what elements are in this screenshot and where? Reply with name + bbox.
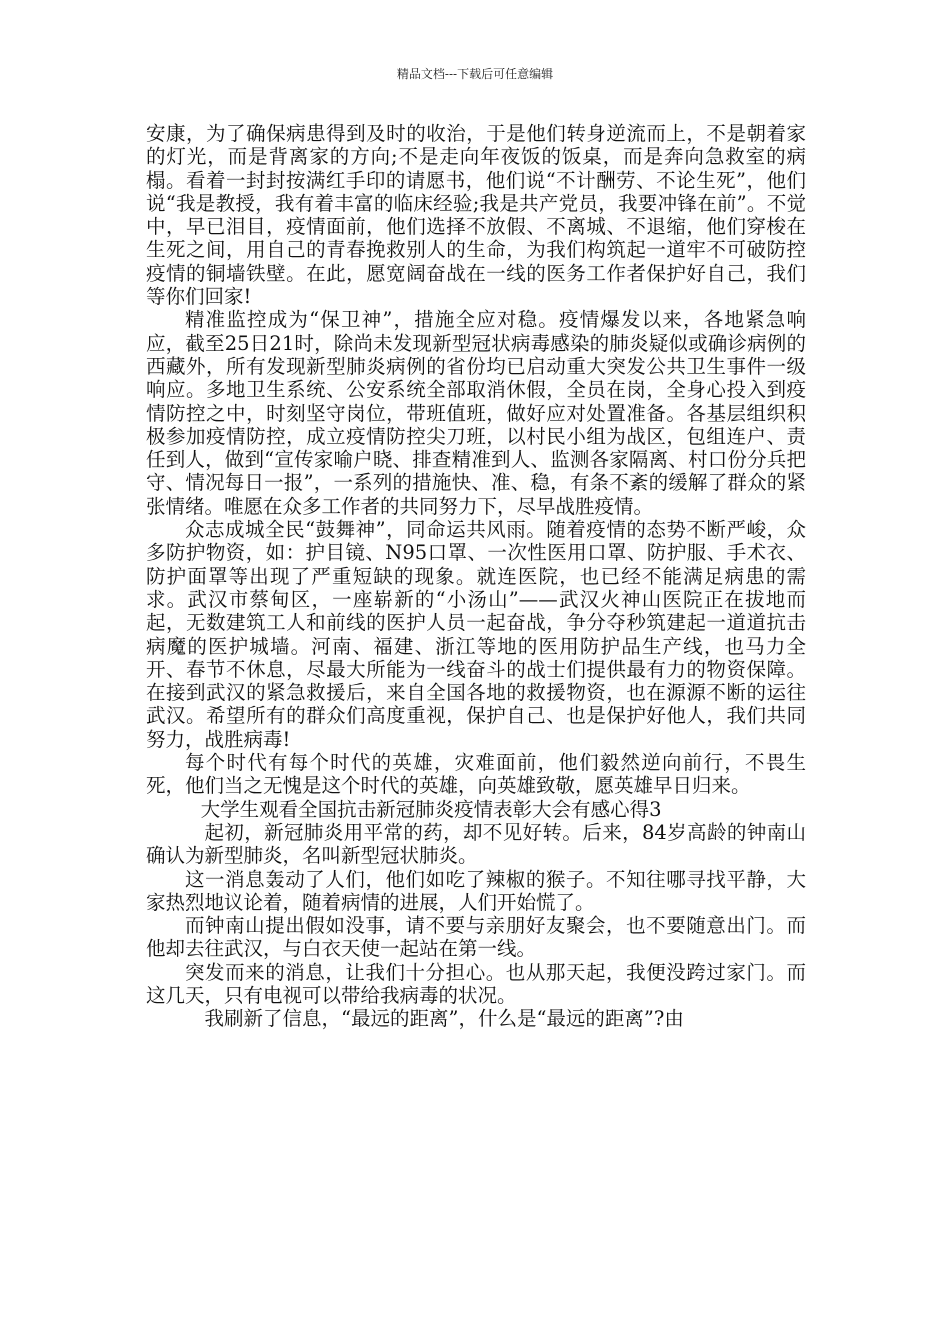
paragraph: 这一消息轰动了人们，他们如吃了辣椒的猴子。不知往哪寻找平静，大家热烈地议论着，随着病情的进展，人们开始慌了。 <box>146 867 806 914</box>
paragraph: 众志成城全民“鼓舞神”，同命运共风雨。随着疫情的态势不断严峻，众多防护物资，如：护目镜、N95口罩、一次性医用口罩、防护服、手术衣、防护面罩等出现了严重短缺的现象。就连医院，也已经不能满足病患的需求。武汉市蔡甸区，一座崭新的“小汤山”——武汉火神山医院正在拔地而起，无数建筑工人和前线的医护人员一起奋战，争分夺秒筑建起一道道抗击病魔的医护城墙。河南、福建、浙江等地的医用防护品生产线，也马力全开、春节不休息，尽最大所能为一线奋斗的战士们提供最有力的物资保障。在接到武汉的紧急救援后，来自全国各地的救援物资，也在源源不断的运往武汉。希望所有的群众们高度重视，保护自己、也是保护好他人，我们共同努力，战胜病毒! <box>146 518 806 751</box>
paragraph: 突发而来的消息，让我们十分担心。也从那天起，我便没跨过家门。而这几天，只有电视可以带给我病毒的状况。 <box>146 960 806 1007</box>
paragraph: 安康，为了确保病患得到及时的收治，于是他们转身逆流而上，不是朝着家的灯光，而是背离家的方向;不是走向年夜饭的饭桌，而是奔向急救室的病榻。看着一封封按满红手印的请愿书，他们说“不计酬劳、不论生死”，他们说“我是教授，我有着丰富的临床经验;我是共产党员，我要冲锋在前”。不觉中，早已泪目，疫情面前，他们选择不放假、不离城、不退缩，他们穿梭在生死之间，用自己的青春挽救别人的生命，为我们构筑起一道牢不可破防控疫情的铜墙铁壁。在此，愿宽阔奋战在一线的医务工作者保护好自己，我们等你们回家! <box>146 122 806 309</box>
document-body <box>146 122 806 1031</box>
paragraph: 而钟南山提出假如没事，请不要与亲朋好友聚会，也不要随意出门。而他却去往武汉，与白衣天使一起站在第一线。 <box>146 914 806 961</box>
page-header: 精品文档---下载后可任意编辑 <box>396 67 554 81</box>
paragraph: 精准监控成为“保卫神”，措施全应对稳。疫情爆发以来，各地紧急响应，截至25日21时，除尚未发现新型冠状病毒感染的肺炎疑似或确诊病例的西藏外，所有发现新型肺炎病例的省份均已启动重大突发公共卫生事件一级响应。多地卫生系统、公安系统全部取消休假，全员在岗，全身心投入到疫情防控之中，时刻坚守岗位，带班值班，做好应对处置准备。各基层组织积极参加疫情防控，成立疫情防控尖刀班，以村民小组为战区，包组连户、责任到人，做到“宣传家喻户晓、排查精准到人、监测各家隔离、村口份分兵把守、情况每日一报”，一系列的措施快、准、稳，有条不紊的缓解了群众的紧张情绪。唯愿在众多工作者的共同努力下，尽早战胜疫情。 <box>146 308 806 518</box>
paragraph: 起初，新冠肺炎用平常的药，却不见好转。后来，84岁高龄的钟南山确认为新型肺炎，名叫新型冠状肺炎。 <box>146 820 806 868</box>
paragraph: 我刷新了信息，“最远的距离”，什么是“最远的距离”?由 <box>204 1007 684 1031</box>
section-title: 大学生观看全国抗击新冠肺炎疫情表彰大会有感心得3 <box>200 797 662 821</box>
paragraph: 每个时代有每个时代的英雄，灾难面前，他们毅然逆向前行，不畏生死，他们当之无愧是这个时代的英雄，向英雄致敬，愿英雄早日归来。 <box>146 751 806 798</box>
